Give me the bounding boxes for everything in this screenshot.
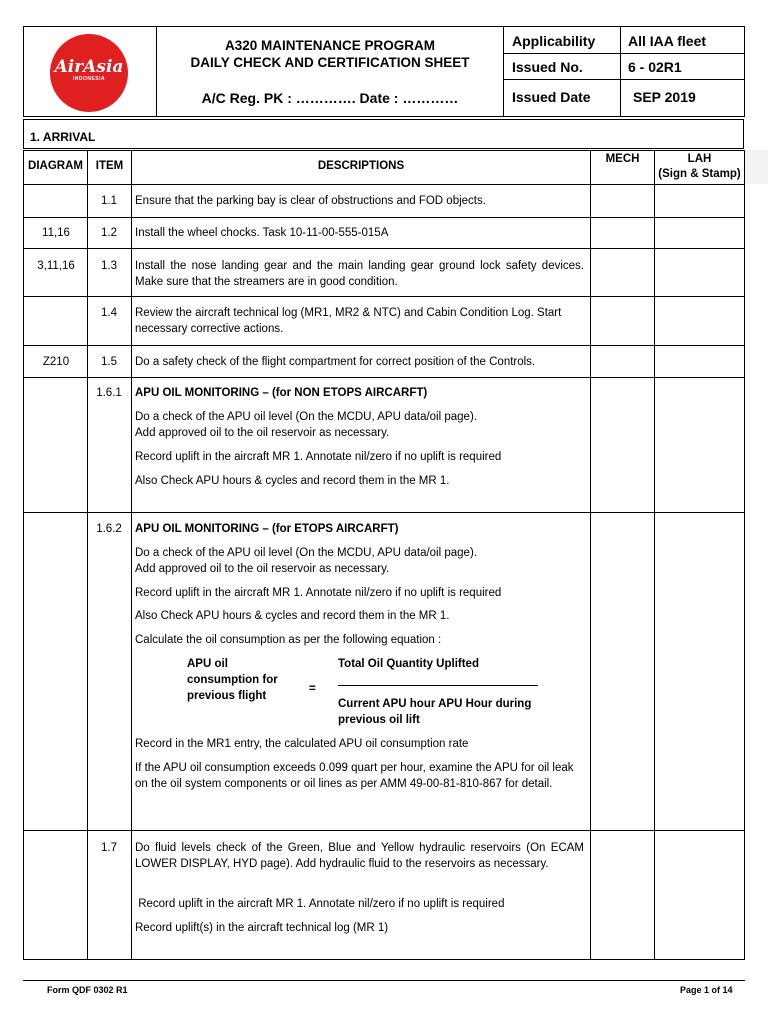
row-paragraph: If the APU oil consumption exceeds 0.099 quart per hour, examine the APU for oil leak on the oil system components or oil lines as per AMM 49-00-81-810-867 for detail. — [135, 762, 574, 790]
row-paragraph: Do fluid levels check of the Green, Blue and Yellow hydraulic reservoirs (On ECAM LOWER DISPLAY, HYD page). Add hydraulic fluid to the reservoirs as necessary. — [135, 842, 584, 870]
row-item: 1.6.1 — [96, 387, 122, 399]
reg-date-line: A/C Reg. PK : …………. Date : ………… — [201, 90, 459, 106]
section-title: 1. ARRIVAL — [30, 130, 96, 144]
equation-numerator: Total Oil Quantity Uplifted — [338, 658, 479, 670]
row-paragraph: Also Check APU hours & cycles and record them in the MR 1. — [135, 475, 450, 487]
page-number: Page 1 of 14 — [680, 985, 733, 995]
col-header-lah-sub: (Sign & Stamp) — [658, 168, 741, 180]
row-item: 1.2 — [101, 227, 117, 239]
doc-title-line1: A320 MAINTENANCE PROGRAM — [224, 38, 436, 53]
row-description: Do a safety check of the flight compartment for correct position of the Controls. — [135, 356, 536, 368]
section-box — [23, 119, 744, 149]
row-description: Ensure that the parking bay is clear of obstructions and FOD objects. — [135, 195, 486, 207]
row-item: 1.5 — [101, 356, 117, 368]
row-diagram: Z210 — [42, 356, 70, 368]
applicability-value: All IAA fleet — [628, 33, 707, 49]
row-item: 1.4 — [101, 307, 117, 319]
equation-equals: = — [309, 683, 316, 695]
col-header-descriptions: DESCRIPTIONS — [317, 160, 405, 172]
equation-left-3: previous flight — [187, 690, 267, 702]
doc-title-line2: DAILY CHECK AND CERTIFICATION SHEET — [190, 55, 470, 70]
col-header-mech: MECH — [605, 153, 640, 165]
row-item: 1.7 — [101, 842, 117, 854]
equation-left-1: APU oil — [187, 658, 228, 670]
row-paragraph: Record uplift in the aircraft MR 1. Annotate nil/zero if no uplift is required — [135, 451, 502, 463]
row-paragraph: Also Check APU hours & cycles and record them in the MR 1. — [135, 610, 450, 622]
col-header-lah: LAH — [687, 153, 712, 165]
row-paragraph: Do a check of the APU oil level (On the MCDU, APU data/oil page). — [135, 547, 477, 559]
row-heading: APU OIL MONITORING – (for NON ETOPS AIRCARFT) — [135, 387, 428, 399]
row-paragraph: Do a check of the APU oil level (On the MCDU, APU data/oil page). — [135, 411, 477, 423]
row-heading: APU OIL MONITORING – (for ETOPS AIRCARFT) — [135, 523, 399, 535]
row-item: 1.3 — [101, 260, 117, 272]
row-paragraph: Calculate the oil consumption as per the following equation : — [135, 634, 442, 646]
applicability-label: Applicability — [512, 33, 596, 49]
equation-denominator-1: Current APU hour APU Hour during — [338, 698, 532, 710]
row-item: 1.1 — [101, 195, 117, 207]
equation-fraction-bar — [338, 685, 538, 686]
issued-date-value: SEP 2019 — [633, 89, 696, 105]
issued-no-value: 6 - 02R1 — [628, 59, 682, 75]
row-description: Review the aircraft technical log (MR1, MR2 & NTC) and Cabin Condition Log. Start necessary corrective actions. — [135, 307, 562, 335]
airasia-logo: AirAsia INDONESIA — [50, 34, 128, 112]
row-description: Install the nose landing gear and the main landing gear ground lock safety devices. Make sure that the streamers are in good condition. — [135, 260, 584, 288]
row-diagram: 11,16 — [42, 227, 70, 239]
row-paragraph: Add approved oil to the oil reservoir as necessary. — [135, 427, 390, 439]
row-paragraph: Record uplift in the aircraft MR 1. Annotate nil/zero if no uplift is required — [135, 587, 502, 599]
row-paragraph: Add approved oil to the oil reservoir as necessary. — [135, 563, 390, 575]
col-header-item: ITEM — [95, 160, 124, 172]
col-header-diagram: DIAGRAM — [28, 160, 83, 172]
equation-denominator-2: previous oil lift — [338, 714, 420, 726]
row-paragraph: Record in the MR1 entry, the calculated APU oil consumption rate — [135, 738, 469, 750]
issued-date-label: Issued Date — [512, 89, 591, 105]
form-number: Form QDF 0302 R1 — [47, 985, 128, 995]
row-description: Install the wheel chocks. Task 10-11-00-555-015A — [135, 227, 389, 239]
issued-no-label: Issued No. — [512, 59, 583, 75]
row-paragraph: Record uplift(s) in the aircraft technical log (MR 1) — [135, 922, 389, 934]
row-item: 1.6.2 — [96, 523, 122, 535]
row-diagram: 3,11,16 — [37, 260, 75, 272]
equation-left-2: consumption for — [187, 674, 278, 686]
row-paragraph: Record uplift in the aircraft MR 1. Annotate nil/zero if no uplift is required — [135, 898, 505, 910]
